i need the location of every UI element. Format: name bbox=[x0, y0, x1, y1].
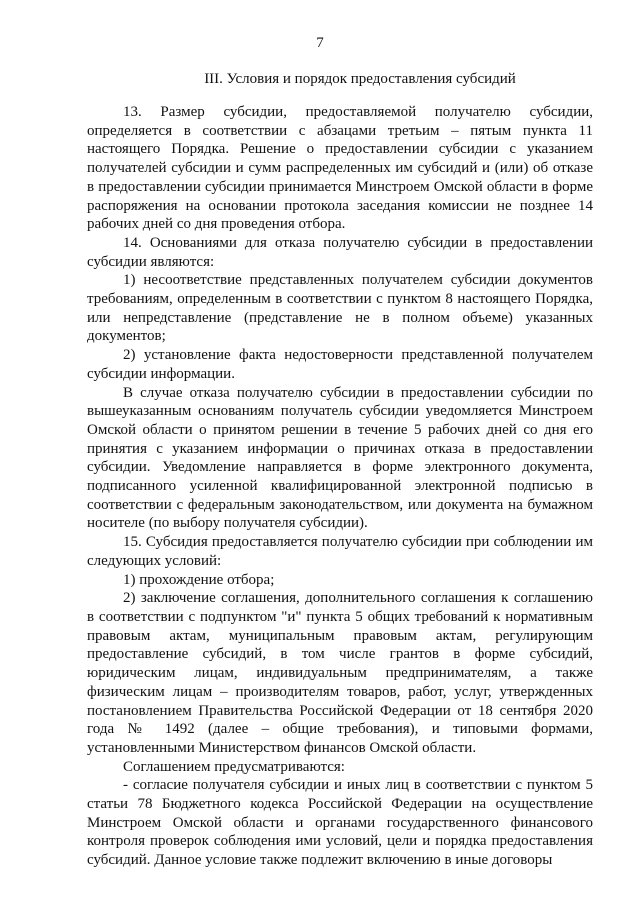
paragraph-14: 14. Основаниями для отказа получателю субсидии в предоставлении субсидии являются: bbox=[87, 234, 593, 270]
paragraph-consent: - согласие получателя субсидии и иных лиц в соответствии с пунктом 5 статьи 78 Бюджетного кодекса Российской Федерации на осуществление Минстроем Омской области и органами государственного финансового контроля проверок соблюдения ими условий, цели и порядка предоставления субсидий. Данное условие также подлежит включению в иные договоры bbox=[87, 777, 593, 869]
paragraph-15: 15. Субсидия предоставляется получателю субсидии при соблюдении им следующих условий: bbox=[87, 534, 593, 569]
paragraph-15-item-1: 1) прохождение отбора; bbox=[123, 571, 275, 588]
page-number: 7 bbox=[316, 35, 324, 51]
paragraph-agreement-provides: Соглашением предусматриваются: bbox=[123, 758, 345, 775]
paragraph-refusal-notice: В случае отказа получателю субсидии в предоставлении субсидии по вышеуказанным основаниям получатель субсидии уведомляется Минстроем Омской области о принятом решении в течение 5 рабочих дней со дня его принятия с указанием информации о причинах отказа в предоставлении субсидии. Уведомление направляется в форме электронного документа, подписанного усиленной квалифицированной электронной подписью в соответствии с федеральным законодательством, или документа на бумажном носителе (по выбору получателя субсидии). bbox=[87, 384, 593, 532]
section-title: III. Условия и порядок предоставления субсидий bbox=[204, 71, 516, 87]
paragraph-15-item-2: 2) заключение соглашения, дополнительного соглашения к соглашению в соответствии с подпунктом "и" пункта 5 общих требований к нормативным правовым актам, муниципальным правовым актам, регулирующим предоставление субсидий, в том числе грантов в форме субсидий, юридическим лицам, индивидуальным предпринимателям, а также физическим лицам – производителям товаров, работ, услуг, утвержденных постановлением Правительства Российской Федерации от 18 сентября 2020 года № 1492 (далее – общие требования), и типовыми формами, установленными Министерством финансов Омской области. bbox=[87, 590, 593, 756]
paragraph-13: 13. Размер субсидии, предоставляемой получателю субсидии, определяется в соответствии с абзацами третьим – пятым пункта 11 настоящего Порядка. Решение о предоставлении субсидии с указанием получателей субсидии и сумм распределенных им субсидий и (или) об отказе в предоставлении субсидии принимается Минстроем Омской области в форме распоряжения на основании протокола заседания комиссии не позднее 14 рабочих дней со дня проведения отбора. bbox=[87, 104, 593, 233]
paragraph-14-item-2: 2) установление факта недостоверности представленной получателем субсидии информации. bbox=[87, 347, 593, 382]
paragraph-14-item-1: 1) несоответствие представленных получателем субсидии документов требованиям, определенным в соответствии с пунктом 8 настоящего Порядка, или непредставление (представление не в полном объеме) указанных документов; bbox=[87, 272, 593, 345]
document-body bbox=[87, 103, 593, 870]
